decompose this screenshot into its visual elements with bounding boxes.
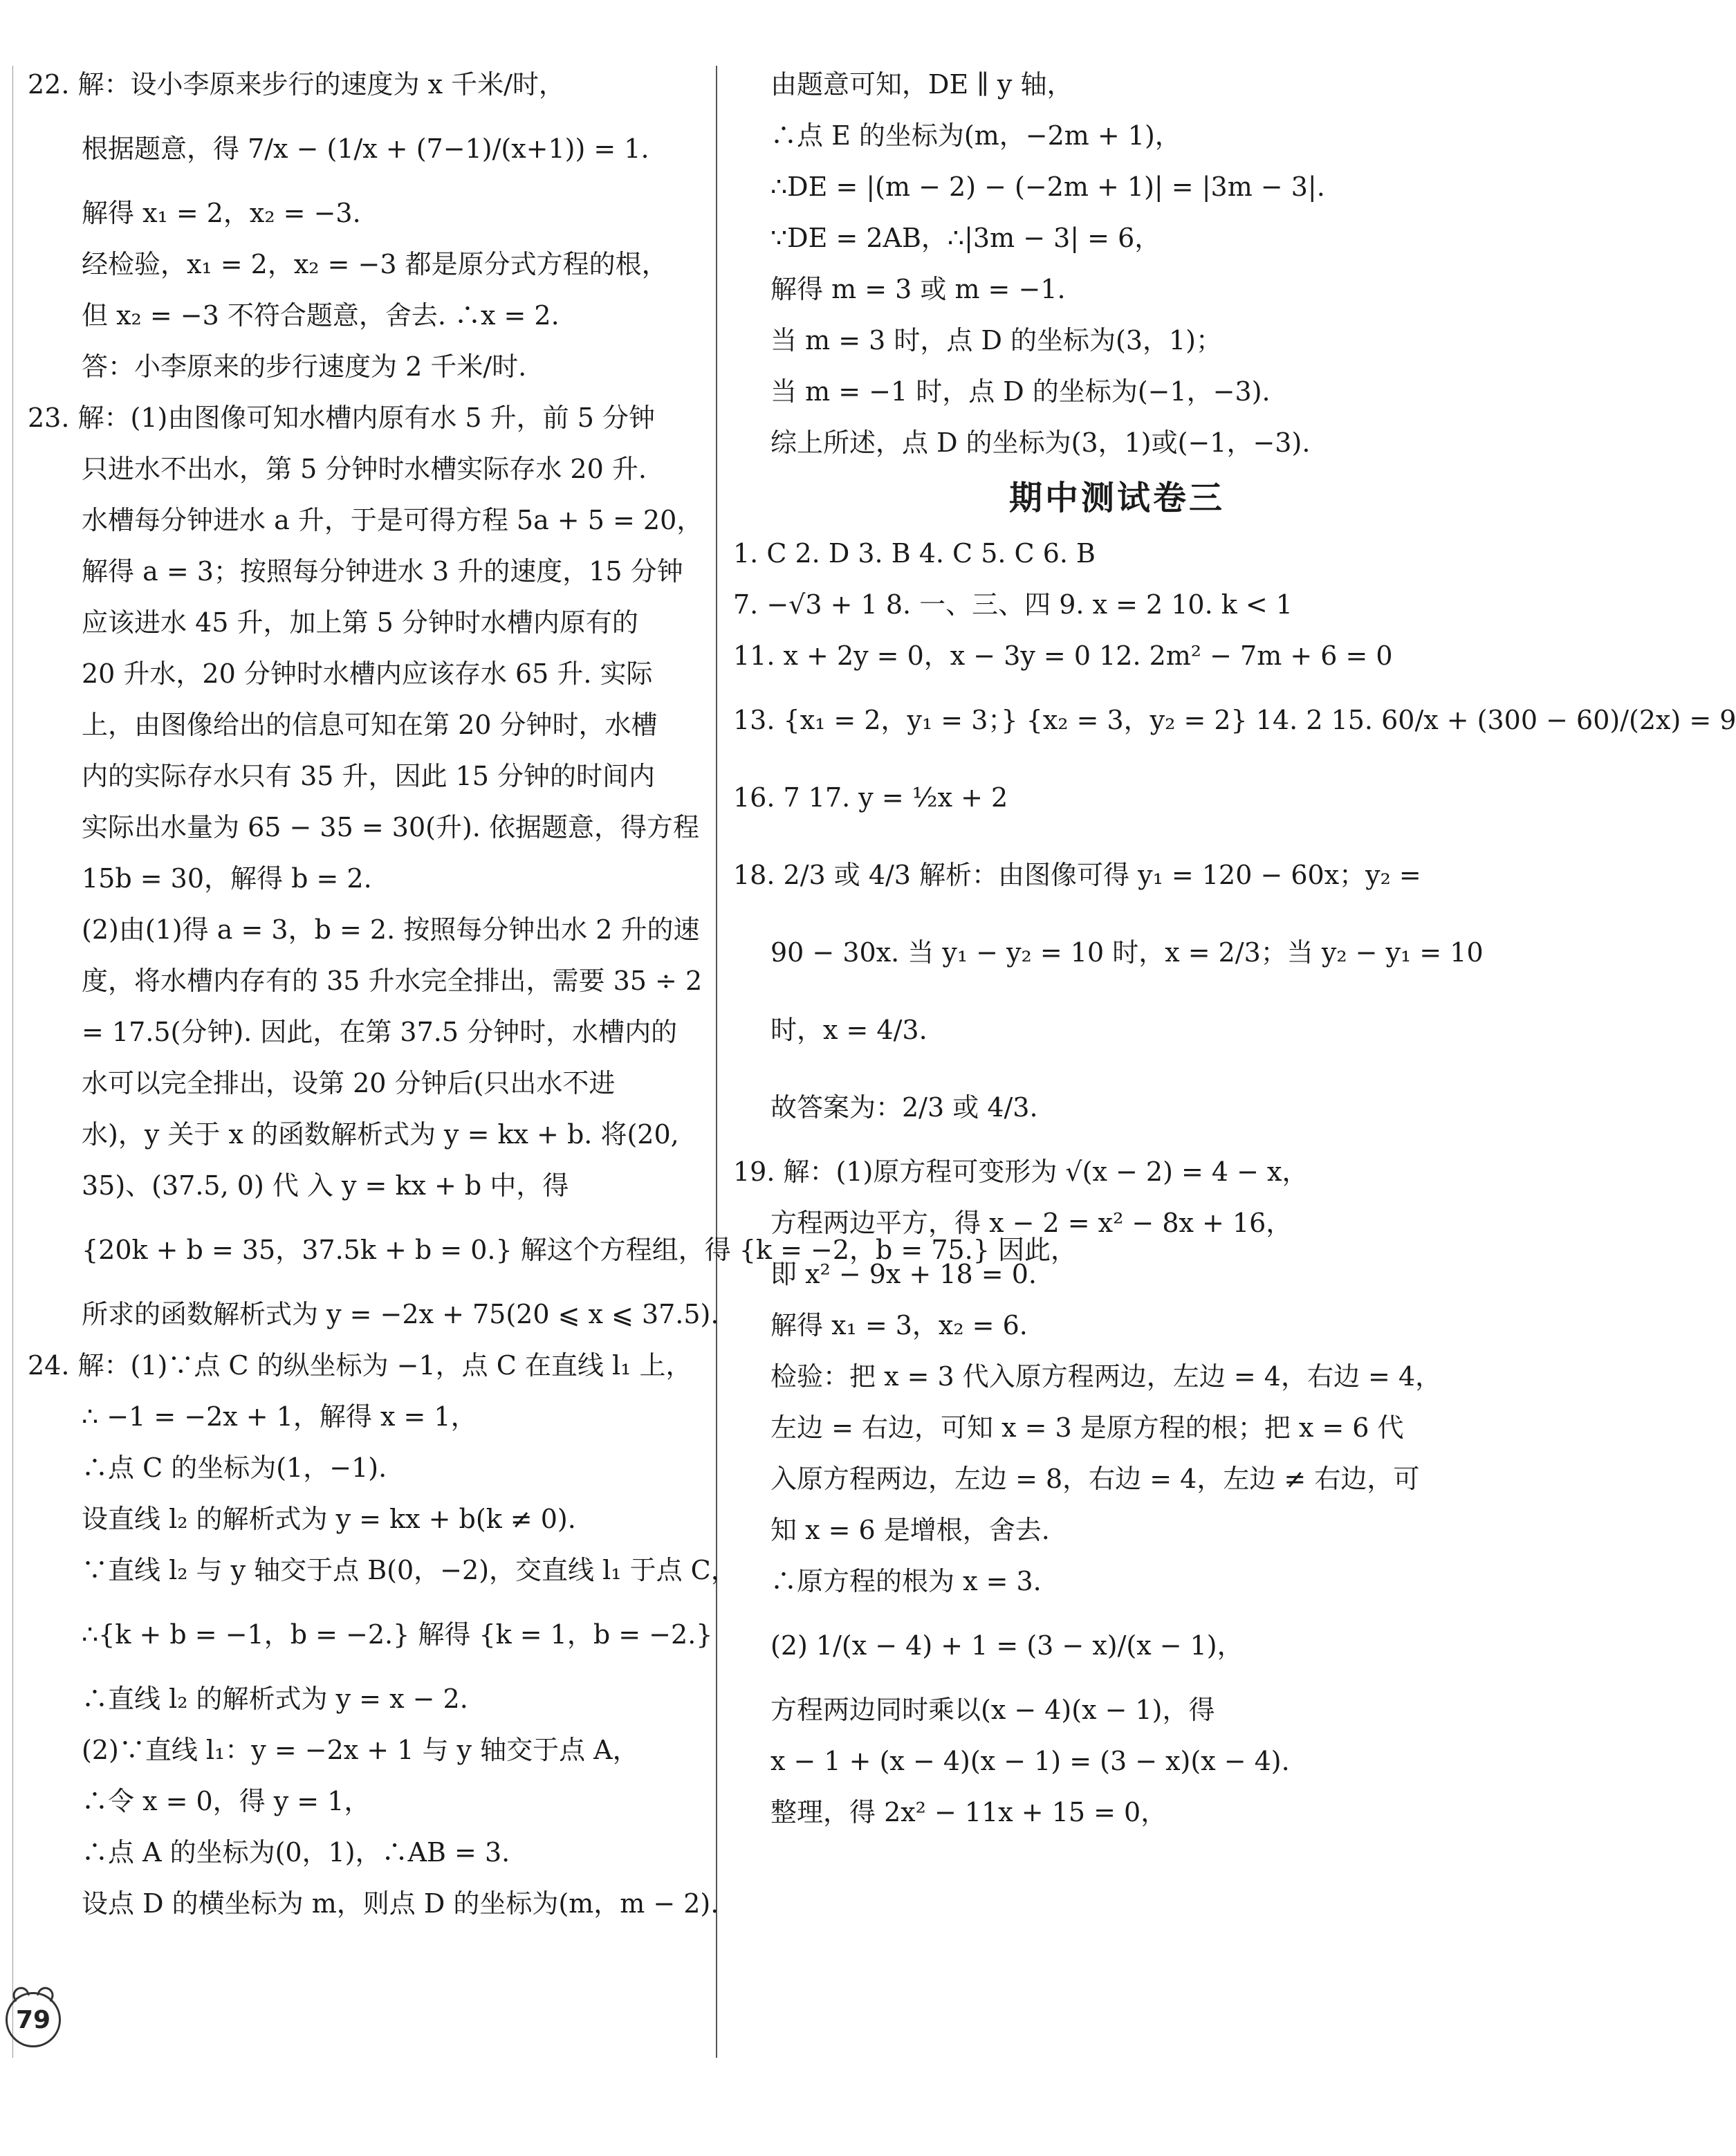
q24-line: 设直线 l₂ 的解析式为 y = kx + b(k ≠ 0).	[82, 1504, 576, 1534]
q19-line: 入原方程两边，左边 = 8，右边 = 4，左边 ≠ 右边，可	[770, 1464, 1420, 1494]
q23-line: 水)，y 关于 x 的函数解析式为 y = kx + b. 将(20,	[82, 1119, 679, 1150]
q22-line: 经检验，x₁ = 2，x₂ = −3 都是原分式方程的根，	[82, 249, 668, 279]
q19-line: ∴原方程的根为 x = 3.	[770, 1566, 1042, 1596]
q23-line: 解得 a = 3；按照每分钟进水 3 升的速度，15 分钟	[82, 556, 683, 587]
q18-line: 18. 2/3 或 4/3 解析：由图像可得 y₁ = 120 − 60x；y₂ =	[733, 860, 1421, 890]
q22-answer: 答：小李原来的步行速度为 2 千米/时.	[82, 351, 527, 382]
q23-line: 应该进水 45 升，加上第 5 分钟时水槽内原有的	[82, 607, 638, 638]
q24-line: ∴直线 l₂ 的解析式为 y = x − 2.	[82, 1684, 468, 1714]
section-title: 期中测试卷三	[1008, 479, 1225, 517]
q23-line: 水可以完全排出，设第 20 分钟后(只出水不进	[82, 1068, 616, 1098]
answers-row: 16. 7 17. y = ½x + 2	[733, 782, 1008, 813]
q19-line: 方程两边同时乘以(x − 4)(x − 1)，得	[770, 1695, 1215, 1725]
q19-line: 左边 = 右边，可知 x = 3 是原方程的根；把 x = 6 代	[770, 1412, 1404, 1443]
q24-cont-line: 解得 m = 3 或 m = −1.	[770, 274, 1066, 304]
q24-line: ∵直线 l₂ 与 y 轴交于点 B(0，−2)，交直线 l₁ 于点 C，	[82, 1555, 737, 1585]
q19-line: 19. 解：(1)原方程可变形为 √(x − 2) = 4 − x，	[733, 1157, 1309, 1187]
q19-equation: (2) 1/(x − 4) + 1 = (3 − x)/(x − 1)，	[770, 1630, 1244, 1661]
q18-line: 90 − 30x. 当 y₁ − y₂ = 10 时，x = 2/3；当 y₂ − y₁ = 10	[770, 937, 1484, 968]
q23-line: (2)由(1)得 a = 3，b = 2. 按照每分钟出水 2 升的速	[82, 914, 700, 945]
q24-line: ∴令 x = 0，得 y = 1，	[82, 1786, 371, 1816]
clock-ear-icon	[37, 1984, 57, 2002]
q23-line: 度，将水槽内存有的 35 升水完全排出，需要 35 ÷ 2	[82, 966, 703, 996]
q24-cont-line: ∵DE = 2AB，∴|3m − 3| = 6，	[770, 223, 1161, 253]
q23-line: 15b = 30，解得 b = 2.	[82, 863, 372, 894]
q23-line: = 17.5(分钟). 因此，在第 37.5 分钟时，水槽内的	[82, 1017, 678, 1047]
q24-cont-line: 当 m = 3 时，点 D 的坐标为(3，1)；	[770, 325, 1222, 356]
q24-line: 设点 D 的横坐标为 m，则点 D 的坐标为(m，m − 2).	[82, 1888, 719, 1919]
q23-line: 只进水不出水，第 5 分钟时水槽实际存水 20 升.	[82, 454, 647, 484]
q24-cont-line: 当 m = −1 时，点 D 的坐标为(−1，−3).	[770, 376, 1271, 407]
page-number: 79	[15, 2005, 51, 2034]
margin-rule	[12, 66, 13, 2058]
q22-equation: 根据题意，得 7/x − (1/x + (7−1)/(x+1)) = 1.	[82, 133, 649, 164]
q19-line: 整理，得 2x² − 11x + 15 = 0，	[770, 1797, 1167, 1827]
answers-row: 7. −√3 + 1 8. 一、三、四 9. x = 2 10. k < 1	[733, 589, 1293, 620]
q24-line: (2)∵直线 l₁：y = −2x + 1 与 y 轴交于点 A，	[82, 1735, 639, 1765]
q23-line: 20 升水，20 分钟时水槽内应该存水 65 升. 实际	[82, 658, 653, 689]
q24-line: ∴点 C 的坐标为(1，−1).	[82, 1453, 387, 1483]
q19-line: 即 x² − 9x + 18 = 0.	[770, 1259, 1037, 1289]
q24-line: 24. 解：(1)∵点 C 的纵坐标为 −1，点 C 在直线 l₁ 上，	[28, 1350, 692, 1381]
q22-line: 解得 x₁ = 2，x₂ = −3.	[82, 198, 361, 228]
q24-cont-line: ∴点 E 的坐标为(m，−2m + 1)，	[770, 120, 1181, 151]
answers-row: 1. C 2. D 3. B 4. C 5. C 6. B	[733, 538, 1096, 569]
q19-line: x − 1 + (x − 4)(x − 1) = (3 − x)(x − 4).	[770, 1746, 1290, 1776]
q22-line: 但 x₂ = −3 不符合题意，舍去. ∴x = 2.	[82, 300, 560, 331]
q23-line: 23. 解：(1)由图像可知水槽内原有水 5 升，前 5 分钟	[28, 403, 656, 433]
q23-line: 内的实际存水只有 35 升，因此 15 分钟的时间内	[82, 761, 656, 791]
q24-system: ∴{k + b = −1，b = −2.} 解得 {k = 1，b = −2.}	[82, 1619, 713, 1650]
q18-answer: 故答案为：2/3 或 4/3.	[770, 1092, 1038, 1123]
page-number-badge	[6, 1992, 61, 2047]
q24-conclusion: 综上所述，点 D 的坐标为(3，1)或(−1，−3).	[770, 427, 1311, 458]
q24-cont-line: 由题意可知，DE ∥ y 轴，	[770, 69, 1073, 100]
q22-line: 22. 解：设小李原来步行的速度为 x 千米/时，	[28, 69, 565, 100]
q23-line: 水槽每分钟进水 a 升，于是可得方程 5a + 5 = 20，	[82, 505, 703, 535]
q19-line: 检验：把 x = 3 代入原方程两边，左边 = 4，右边 = 4，	[770, 1361, 1442, 1392]
q23-line: 上，由图像给出的信息可知在第 20 分钟时，水槽	[82, 710, 658, 740]
q23-system: {20k + b = 35，37.5k + b = 0.} 解这个方程组，得 {k = −2，b = 75.} 因此，	[82, 1235, 1078, 1265]
q23-line: 35)、(37.5, 0) 代 入 y = kx + b 中，得	[82, 1170, 569, 1201]
q23-line: 所求的函数解析式为 y = −2x + 75(20 ⩽ x ⩽ 37.5).	[82, 1299, 719, 1329]
q19-line: 方程两边平方，得 x − 2 = x² − 8x + 16，	[770, 1208, 1293, 1238]
q19-line: 解得 x₁ = 3，x₂ = 6.	[770, 1310, 1028, 1340]
answers-row: 13. {x₁ = 2，y₁ = 3；} {x₂ = 3，y₂ = 2} 14. 2 15. 60/x + (300 − 60)/(2x) = 9	[733, 705, 1736, 735]
q24-line: ∴ −1 = −2x + 1，解得 x = 1，	[82, 1401, 477, 1432]
q24-cont-line: ∴DE = |(m − 2) − (−2m + 1)| = |3m − 3|.	[770, 172, 1325, 202]
right-column	[733, 59, 1736, 1838]
answers-row: 11. x + 2y = 0，x − 3y = 0 12. 2m² − 7m + 6 = 0	[733, 641, 1393, 671]
q24-line: ∴点 A 的坐标为(0，1)，∴AB = 3.	[82, 1837, 510, 1868]
q18-line: 时，x = 4/3.	[770, 1015, 927, 1045]
q23-line: 实际出水量为 65 − 35 = 30(升). 依据题意，得方程	[82, 812, 699, 842]
q19-line: 知 x = 6 是增根，舍去.	[770, 1515, 1050, 1545]
